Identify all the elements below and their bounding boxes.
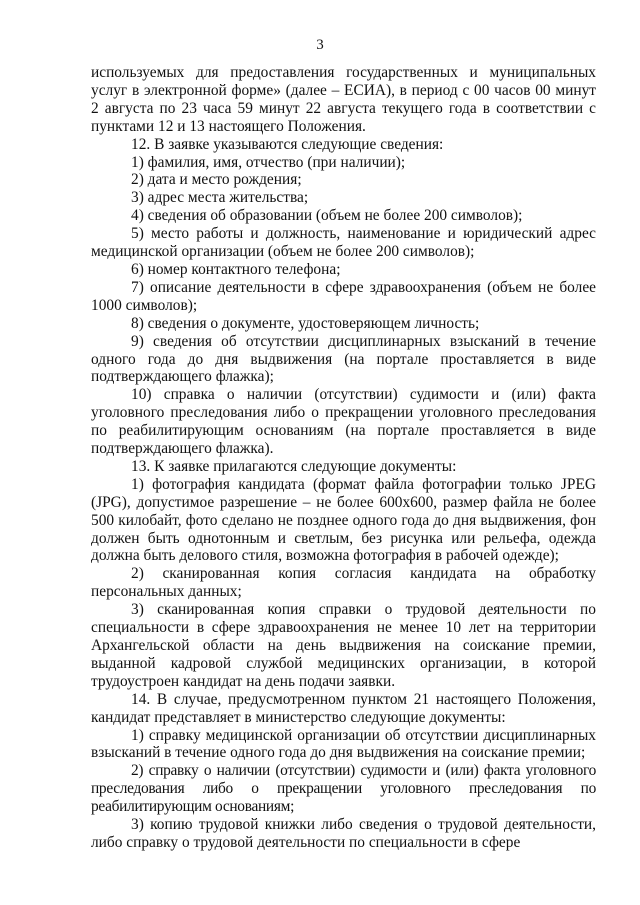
paragraph-item-12-7: 7) описание деятельности в сфере здравоохранения (объем не более 1000 символов); [91, 278, 596, 314]
paragraph-item-12-2: 2) дата и место рождения; [131, 171, 302, 189]
paragraph-section-13-heading: 13. К заявке прилагаются следующие документы: [131, 457, 457, 475]
paragraph-item-14-1: 1) справку медицинской организации об отсутствии дисциплинарных взысканий в течение одного года до дня выдвижения на соискание премии; [91, 726, 596, 762]
paragraph-item-14-3: 3) копию трудовой книжки либо сведения о трудовой деятельности, либо справку о трудовой деятельности по специальности в сфере [91, 816, 596, 851]
page-number: 3 [316, 37, 324, 53]
paragraph-item-12-6: 6) номер контактного телефона; [131, 260, 341, 278]
paragraph-item-13-3: 3) сканированная копия справки о трудовой деятельности по специальности в сфере здравоохранения не менее 10 лет на территории Архангельской области на день выдвижения на соискание премии, выданной кадровой службой медицинских организации, в которой трудоустроен кандидат на день подачи заявки. [91, 601, 596, 690]
paragraph-item-12-3: 3) адрес места жительства; [131, 189, 309, 207]
paragraph-item-12-9: 9) сведения об отсутствии дисциплинарных взысканий в течение одного года до дня выдвижения (на портале проставляется в виде подтверждающего флажка); [91, 332, 596, 386]
paragraph-item-14-2: 2) справку о наличии (отсутствии) судимости и (или) факта уголовного преследования либо о прекращении уголовного преследования по реабилитирующим основаниям; [91, 762, 596, 816]
paragraph-item-12-4: 4) сведения об образовании (объем не более 200 символов); [131, 207, 523, 225]
paragraph-item-13-2: 2) сканированная копия согласия кандидата на обработку персональных данных; [91, 565, 596, 601]
paragraph-item-12-10: 10) справка о наличии (отсутствии) судимости и (или) факта уголовного преследования либо о прекращении уголовного преследования по реабилитирующим основаниям (на портале проставляется в виде подтверждающего флажка). [91, 386, 596, 458]
paragraph-item-12-8: 8) сведения о документе, удостоверяющем личность; [131, 314, 480, 332]
paragraph-section-12-heading: 12. В заявке указываются следующие сведения: [131, 135, 444, 153]
paragraph-item-12-5: 5) место работы и должность, наименование и юридический адрес медицинской организации (объем не более 200 символов); [91, 225, 596, 261]
document-body [91, 64, 596, 852]
paragraph-item-13-1: 1) фотография кандидата (формат файла фотографии только JPEG (JPG), допустимое разрешение – не более 600x600, размер файла не более 500 килобайт, фото сделано не позднее одного года до дня выдвижения, фон должен быть однотонным и светлым, без рисунка или рельефа, одежда должна быть делового стиля, возможна фотография в рабочей одежде); [91, 475, 596, 565]
paragraph-continuation: используемых для предоставления государственных и муниципальных услуг в электронной форме» (далее – ЕСИА), в период с 00 часов 00 минут 2 августа по 23 часа 59 минут 22 августа текущего года в соответствии с пунктами 12 и 13 настоящего Положения. [91, 64, 596, 135]
paragraph-item-12-1: 1) фамилия, имя, отчество (при наличии); [131, 153, 406, 171]
paragraph-section-14-heading: 14. В случае, предусмотренном пунктом 21 настоящего Положения, кандидат представляет в министерство следующие документы: [91, 690, 596, 726]
